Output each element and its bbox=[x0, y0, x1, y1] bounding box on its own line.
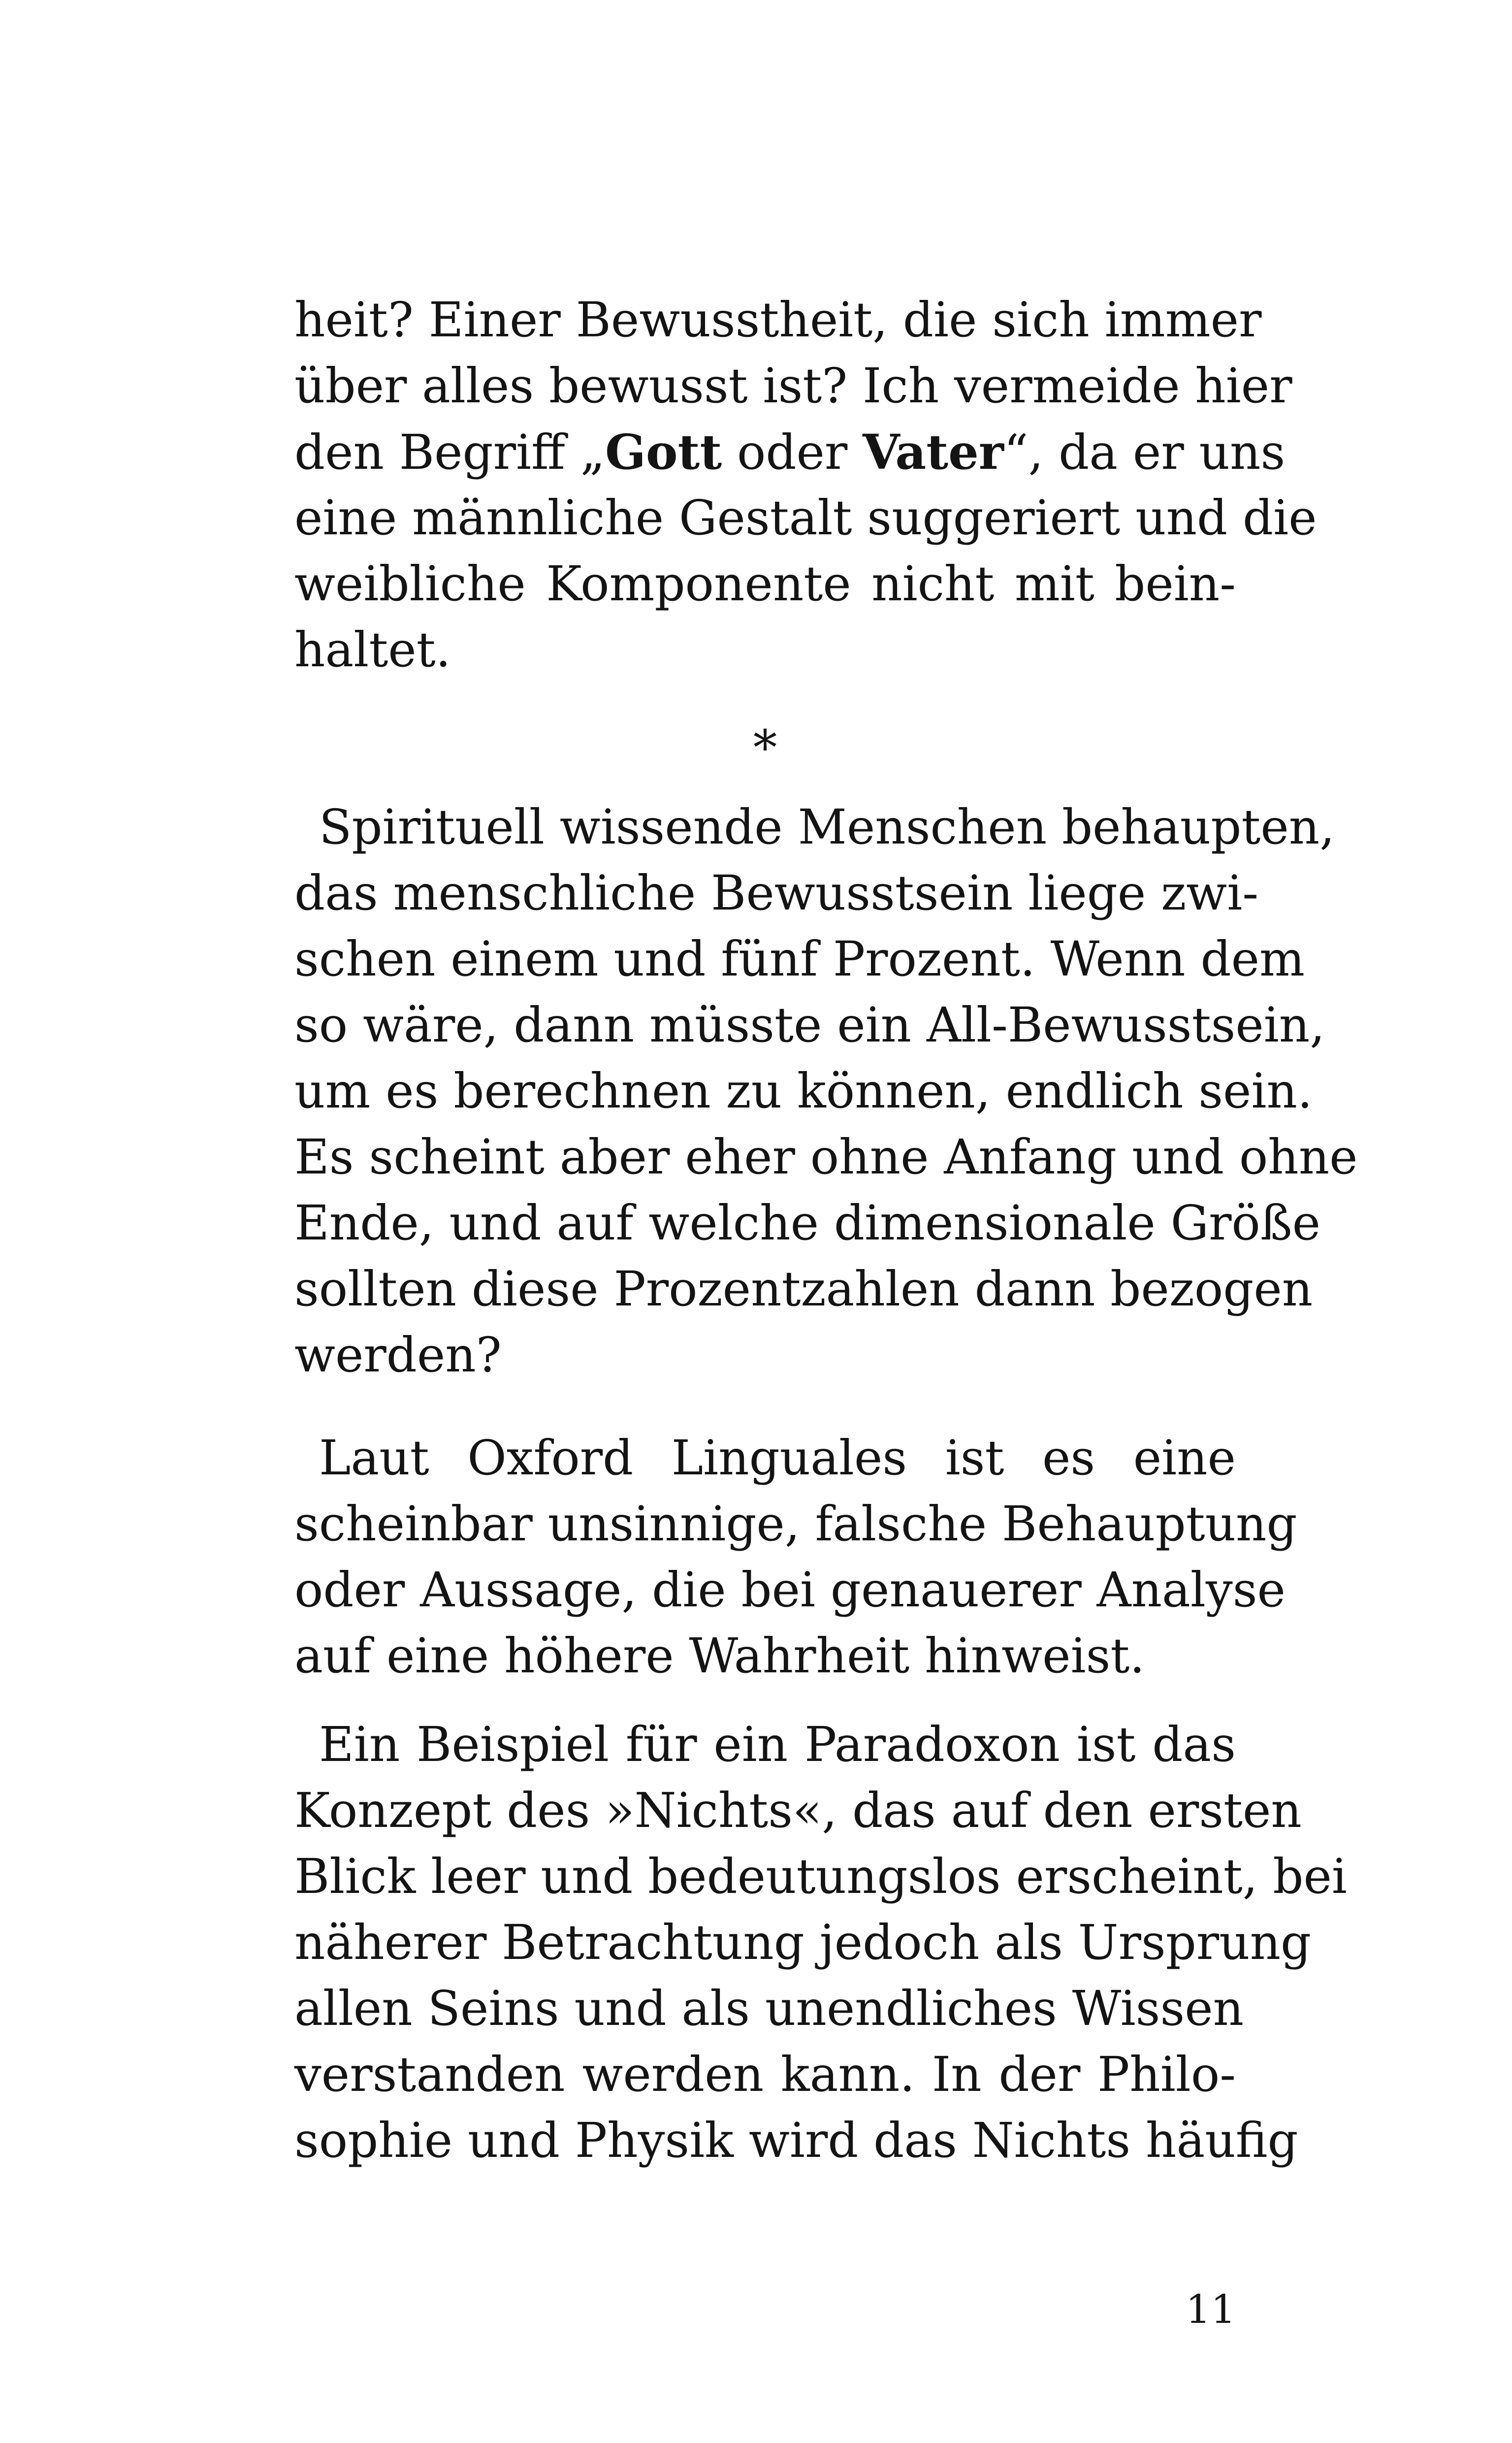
section-separator: * bbox=[753, 720, 777, 776]
text-line-with-bold-terms bbox=[294, 419, 1286, 485]
text-line: Blick leer und bedeutungslos erscheint, bei bbox=[294, 1849, 1347, 1904]
text-line: oder Aussage, die bei genauerer Analyse bbox=[294, 1562, 1286, 1618]
text-line: über alles bewusst ist? Ich vermeide hier bbox=[294, 358, 1292, 414]
paragraph-2 bbox=[294, 794, 1358, 1388]
text-line: um es berechnen zu können, endlich sein. bbox=[294, 1063, 1313, 1119]
text-line: Laut Oxford Linguales ist es eine bbox=[319, 1430, 1236, 1486]
paragraph-3 bbox=[294, 1425, 1297, 1689]
text-line: näherer Betrachtung jedoch als Ursprung bbox=[294, 1915, 1312, 1970]
text-line: schen einem und fünf Prozent. Wenn dem bbox=[294, 931, 1305, 987]
text-line: allen Seins und als unendliches Wissen bbox=[294, 1981, 1244, 2036]
bold-term-gott: Gott bbox=[605, 424, 722, 480]
text-line: werden? bbox=[294, 1327, 502, 1383]
text-line: Es scheint aber eher ohne Anfang und ohne bbox=[294, 1129, 1358, 1185]
page-number: 11 bbox=[1186, 2286, 1236, 2332]
paragraph-1 bbox=[294, 287, 1317, 683]
text-line: sollten diese Prozentzahlen dann bezogen bbox=[294, 1261, 1313, 1317]
text-line: eine männliche Gestalt suggeriert und die bbox=[294, 490, 1317, 546]
text-line: heit? Einer Bewusstheit, die sich immer bbox=[294, 292, 1262, 348]
text-line: auf eine höhere Wahrheit hinweist. bbox=[294, 1628, 1145, 1684]
text-line: Spirituell wissende Menschen behaupten, bbox=[319, 799, 1335, 855]
text-fragment: oder bbox=[722, 424, 863, 480]
text-line: weibliche Komponente nicht mit bein- bbox=[294, 556, 1236, 612]
text-line: das menschliche Bewusstsein liege zwi- bbox=[294, 865, 1258, 921]
bold-term-vater: Vater bbox=[863, 424, 1004, 480]
text-fragment: “, da er uns bbox=[1003, 424, 1286, 480]
text-fragment: den Begriff „ bbox=[294, 424, 605, 480]
text-line: Ende, und auf welche dimensionale Größe bbox=[294, 1195, 1321, 1251]
text-line: Ein Beispiel für ein Paradoxon ist das bbox=[319, 1717, 1236, 1772]
text-line: haltet. bbox=[294, 622, 451, 678]
text-line: verstanden werden kann. In der Philo- bbox=[294, 2047, 1236, 2102]
text-line: sophie und Physik wird das Nichts häufig bbox=[294, 2113, 1298, 2168]
paragraph-4 bbox=[294, 1712, 1347, 2174]
text-line: scheinbar unsinnige, falsche Behauptung bbox=[294, 1496, 1297, 1552]
text-line: so wäre, dann müsste ein All-Bewusstsein, bbox=[294, 997, 1325, 1053]
text-line: Konzept des »Nichts«, das auf den ersten bbox=[294, 1783, 1302, 1838]
